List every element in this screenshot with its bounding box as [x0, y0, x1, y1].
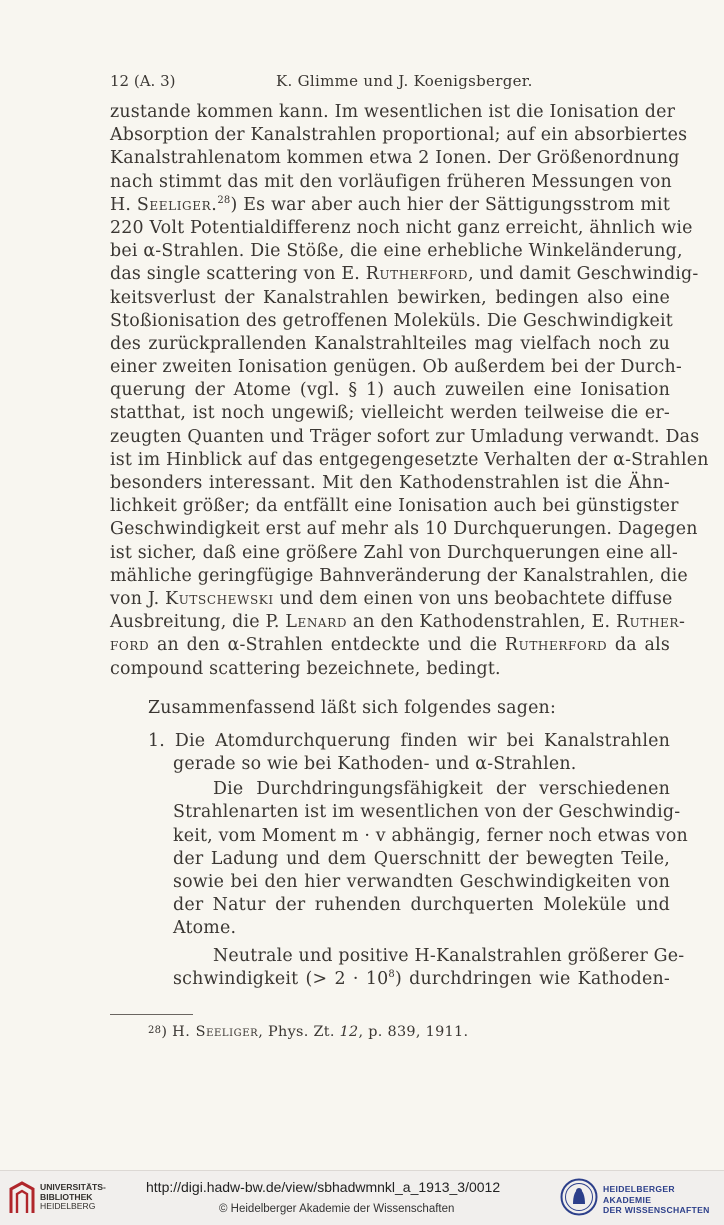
text-line: keit, vom Moment m · v abhängig, ferner noch etwas von — [173, 825, 688, 846]
footnote-paren: ) — [161, 1024, 168, 1040]
text-fragment: von J. — [110, 588, 166, 609]
text-line: bei α-Strahlen. Die Stöße, die eine erhebliche Winkeländerung, — [110, 241, 683, 262]
text-line: sowie bei den hier verwandten Geschwindigkeiten von — [173, 872, 670, 892]
text-line: Strahlenarten ist im wesentlichen von der Geschwindig- — [173, 802, 681, 823]
footnote-journal: , Phys. Zt. — [258, 1024, 340, 1040]
library-name-line: UNIVERSITÄTS- — [40, 1182, 106, 1192]
text-fragment: , und damit Geschwindig- — [468, 264, 699, 285]
page-header — [110, 72, 670, 94]
text-fragment: das single scattering von E. — [110, 264, 366, 285]
list-item-line: 1. Die Atomdurchquerung finden wir bei Kanalstrahlen — [148, 730, 670, 751]
university-library-logo-icon[interactable] — [8, 1180, 36, 1216]
text-line: einer zweiten Ionisation genügen. Ob außerdem bei der Durch- — [110, 357, 682, 378]
summary-intro: Zusammenfassend läßt sich folgendes sagen: — [148, 697, 557, 718]
text-line: des zurückprallenden Kanalstrahlteiles mag vielfach noch zu — [110, 333, 670, 354]
copyright-notice: © Heidelberger Akademie der Wissenschaften — [219, 1203, 455, 1215]
author-name: Rutherford — [504, 635, 608, 656]
text-fragment: an den α-Strahlen entdeckte und die — [149, 635, 505, 656]
academy-name-line: DER WISSENSCHAFTEN — [603, 1205, 710, 1215]
running-title: K. Glimme und J. Koenigsberger. — [276, 72, 533, 90]
text-line: der Ladung und dem Querschnitt der bewegten Teile, — [173, 848, 670, 869]
footnote-volume: 12 — [339, 1024, 359, 1040]
text-line: keitsverlust der Kanalstrahlen bewirken, bedingen also eine — [110, 287, 670, 308]
text-line: ist sicher, daß eine größere Zahl von Durchquerungen eine all- — [110, 542, 678, 563]
text-line: Geschwindigkeit erst auf mehr als 10 Durchquerungen. Dagegen — [110, 519, 698, 540]
text-line: besonders interessant. Mit den Kathodenstrahlen ist die Ähn- — [110, 473, 670, 493]
text-line: Atome. — [173, 918, 237, 939]
author-name: Rutherford — [365, 264, 469, 285]
text-line — [110, 263, 699, 286]
text-line: lichkeit größer; da entfällt eine Ionisation auch bei günstigster — [110, 496, 679, 517]
text-line: statthat, ist noch ungewiß; vielleicht werden teilweise die er- — [110, 403, 670, 424]
text-line — [110, 634, 670, 657]
text-line: der Natur der ruhenden durchquerten Moleküle und — [173, 895, 670, 916]
text-fragment: ) Es war aber auch hier der Sättigungsstrom mit — [230, 194, 671, 215]
exponent: 8 — [388, 968, 395, 980]
text-line: Die Durchdringungsfähigkeit der verschiedenen — [213, 779, 670, 800]
text-line: Kanalstrahlenatom kommen etwa 2 Ionen. Der Größenordnung — [110, 148, 680, 169]
page-number: 12 (A. 3) — [110, 72, 176, 90]
footnote-author: H. Seeliger — [172, 1024, 259, 1040]
text-line — [110, 968, 670, 991]
text-fragment: da als — [607, 635, 670, 656]
text-line: mähliche geringfügige Bahnveränderung der Kanalstrahlen, die — [110, 565, 688, 586]
permalink-url[interactable]: http://digi.hadw-bw.de/view/sbhadwmnkl_a_1913_3/0012 — [146, 1179, 501, 1195]
footnote — [148, 1024, 468, 1040]
text-line — [110, 588, 673, 611]
footnote-rule — [110, 1014, 193, 1015]
author-name: Kutschewski — [165, 588, 274, 609]
text-line: nach stimmt das mit den vorläufigen früheren Messungen von — [110, 171, 672, 192]
academy-seal-icon[interactable] — [560, 1178, 598, 1216]
viewer-footer-bar — [0, 1170, 724, 1225]
academy-name-line: HEIDELBERGER AKADEMIE — [603, 1184, 675, 1205]
footnote-mark: 28 — [148, 1025, 162, 1036]
text-line: Neutrale und positive H-Kanalstrahlen größerer Ge- — [213, 945, 685, 966]
text-fragment: schwindigkeit (> 2 · 10 — [173, 968, 389, 989]
text-line: querung der Atome (vgl. § 1) auch zuweilen eine Ionisation — [110, 380, 670, 401]
text-line: Stoßionisation des getroffenen Moleküls. Die Geschwindigkeit — [110, 310, 673, 331]
text-line — [110, 194, 670, 217]
text-line: ist im Hinblick auf das entgegengesetzte Verhalten der α-Strahlen — [110, 449, 709, 470]
text-line: zustande kommen kann. Im wesentlichen ist die Ionisation der — [110, 102, 676, 122]
text-fragment: Ausbreitung, die P. — [110, 612, 286, 633]
footnote-rest: , p. 839, 1911. — [358, 1024, 469, 1040]
library-name-line: BIBLIOTHEK — [40, 1191, 93, 1202]
list-item-line: gerade so wie bei Kathoden- und α-Strahlen. — [173, 754, 577, 775]
text-line: compound scattering bezeichnete, bedingt. — [110, 658, 501, 679]
university-library-name — [40, 1183, 106, 1212]
text-line — [110, 611, 686, 634]
author-name: Seeliger. — [136, 194, 218, 215]
text-fragment: und dem einen von uns beobachtete diffuse — [273, 588, 673, 609]
text-line: 220 Volt Potentialdifferenz noch nicht ganz erreicht, ähnlich wie — [110, 217, 693, 238]
author-name: Lenard — [285, 612, 348, 633]
academy-name — [603, 1184, 724, 1216]
author-name: Ruther- — [615, 612, 686, 633]
text-line: zeugten Quanten und Träger sofort zur Umladung verwandt. Das — [110, 426, 700, 447]
text-fragment: ) durchdringen wie Kathoden- — [394, 968, 670, 989]
body-text — [110, 101, 709, 991]
text-fragment: H. — [110, 194, 137, 215]
text-line: Absorption der Kanalstrahlen proportional; auf ein absorbiertes — [110, 125, 688, 146]
footnote-reference: 28 — [217, 194, 231, 206]
author-name: ford — [110, 635, 150, 656]
text-fragment: an den Kathodenstrahlen, E. — [347, 612, 616, 633]
library-name-line: HEIDELBERG — [40, 1201, 96, 1211]
